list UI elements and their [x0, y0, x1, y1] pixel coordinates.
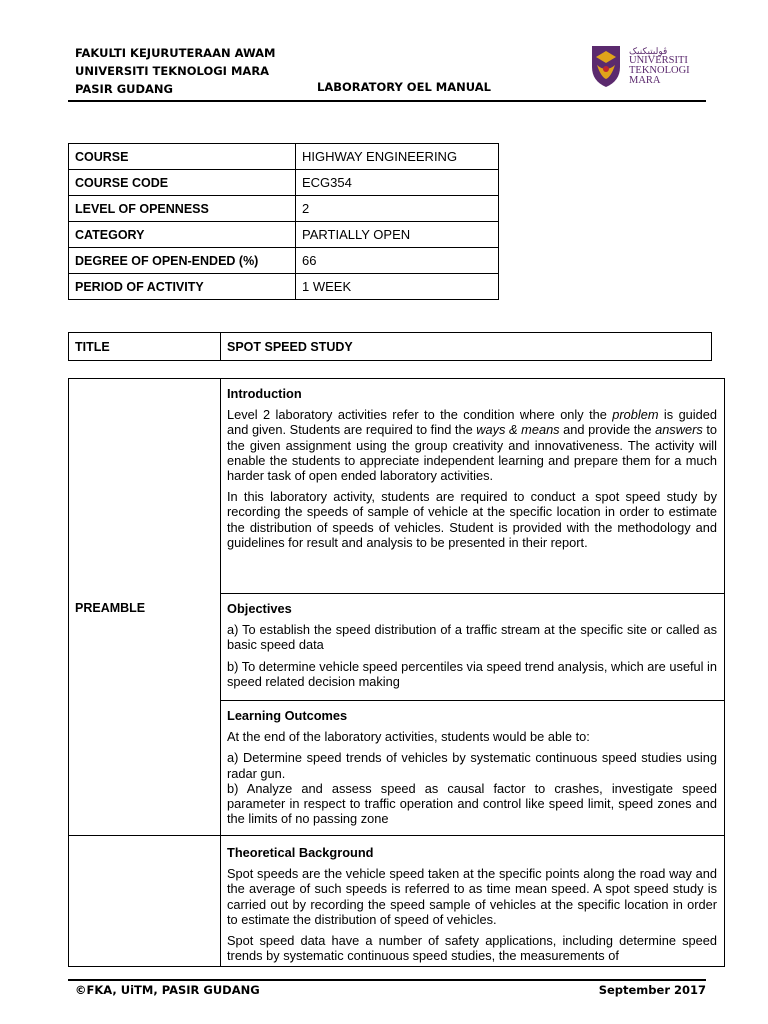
theoretical-background-section: [227, 845, 717, 967]
course-value: HIGHWAY ENGINEERING: [296, 144, 499, 170]
footer-copyright: ©FKA, UiTM, PASIR GUDANG: [75, 983, 260, 997]
header-divider: [68, 100, 706, 102]
objective-a: a) To establish the speed distribution of a traffic stream at the specific site or called as basic speed data: [227, 622, 717, 653]
introduction-paragraph-2: In this laboratory activity, students are required to conduct a spot speed study by recording the speeds of sample of vehicle at the specific location in order to estimate the distribution of speeds of vehicles. Student is provided with the methodology and guidelines for result and analysis to be presented in their report.: [227, 489, 717, 550]
learning-outcome-b: b) Analyze and assess speed as causal factor to crashes, investigate speed parameter in respect to traffic operation and control like speed limit, speed zones and the limits of no passing zone: [227, 780, 717, 827]
title-label: TITLE: [69, 333, 221, 361]
faculty-name: FAKULTI KEJURUTERAAN AWAM: [75, 46, 276, 60]
logo-text-3: MARA: [629, 75, 661, 86]
course-code-value: ECG354: [296, 170, 499, 196]
objectives-section: [227, 601, 717, 695]
table-row: [69, 222, 499, 248]
campus-name: PASIR GUDANG: [75, 82, 173, 96]
learning-outcomes-section: [227, 708, 717, 832]
open-ended-value: 66: [296, 248, 499, 274]
open-ended-label: DEGREE OF OPEN-ENDED (%): [69, 248, 296, 274]
logo-jawi-text: ڤوليتيكنيک: [629, 46, 668, 56]
category-value: PARTIALLY OPEN: [296, 222, 499, 248]
category-label: CATEGORY: [69, 222, 296, 248]
introduction-paragraph-1: Level 2 laboratory activities refer to the condition where only the problem is guided and given. Students are required to find the ways & means and provide the answers to the given assignment using the group creativity and innovativeness. The activity will enable the students to appreciate independent learning and prepare them for a much harder task of open ended laboratory activities.: [227, 407, 717, 484]
openness-value: 2: [296, 196, 499, 222]
table-row: [69, 248, 499, 274]
course-label: COURSE: [69, 144, 296, 170]
logo-text-2: TEKNOLOGI: [629, 65, 690, 76]
theoretical-background-heading: Theoretical Background: [227, 845, 374, 860]
introduction-heading: Introduction: [227, 386, 302, 401]
title-table: [68, 332, 712, 361]
course-code-label: COURSE CODE: [69, 170, 296, 196]
introduction-section: [227, 386, 717, 556]
period-label: PERIOD OF ACTIVITY: [69, 274, 296, 300]
objectives-heading: Objectives: [227, 601, 292, 616]
table-row: [69, 333, 712, 361]
uitm-crest-icon: [589, 43, 623, 89]
footer-date: September 2017: [598, 983, 706, 997]
title-value: SPOT SPEED STUDY: [221, 333, 712, 361]
learning-outcomes-heading: Learning Outcomes: [227, 708, 348, 723]
learning-outcomes-intro: At the end of the laboratory activities, students would be able to:: [227, 729, 590, 745]
footer-divider: [68, 979, 706, 981]
preamble-label: PREAMBLE: [75, 601, 146, 615]
uitm-logo: [589, 40, 707, 92]
period-value: 1 WEEK: [296, 274, 499, 300]
table-row: [69, 274, 499, 300]
table-row: [69, 196, 499, 222]
preamble-table: [68, 378, 725, 967]
theory-paragraph-2: Spot speed data have a number of safety applications, including determine speed trends by systematic continuous speed studies, the measurements of: [227, 933, 717, 964]
theory-paragraph-1: Spot speeds are the vehicle speed taken at the specific points along the road way and the average of such speeds is referred to as time mean speed. A spot speed study is carried out by recording the speed sample of vehicles at the specific location in order to estimate the distribution of speed of vehicles.: [227, 866, 717, 927]
learning-outcome-a: a) Determine speed trends of vehicles by systematic continuous speed studies using radar gun.: [227, 750, 717, 781]
university-name: UNIVERSITI TEKNOLOGI MARA: [75, 64, 270, 78]
logo-text-1: UNIVERSITI: [629, 55, 688, 66]
objective-b: b) To determine vehicle speed percentiles via speed trend analysis, which are useful in speed related decision making: [227, 658, 717, 689]
course-info-table: [68, 143, 499, 300]
table-row: [69, 170, 499, 196]
manual-title: LABORATORY OEL MANUAL: [317, 80, 491, 94]
faculty-header: [75, 44, 276, 98]
table-row: [69, 144, 499, 170]
openness-label: LEVEL OF OPENNESS: [69, 196, 296, 222]
